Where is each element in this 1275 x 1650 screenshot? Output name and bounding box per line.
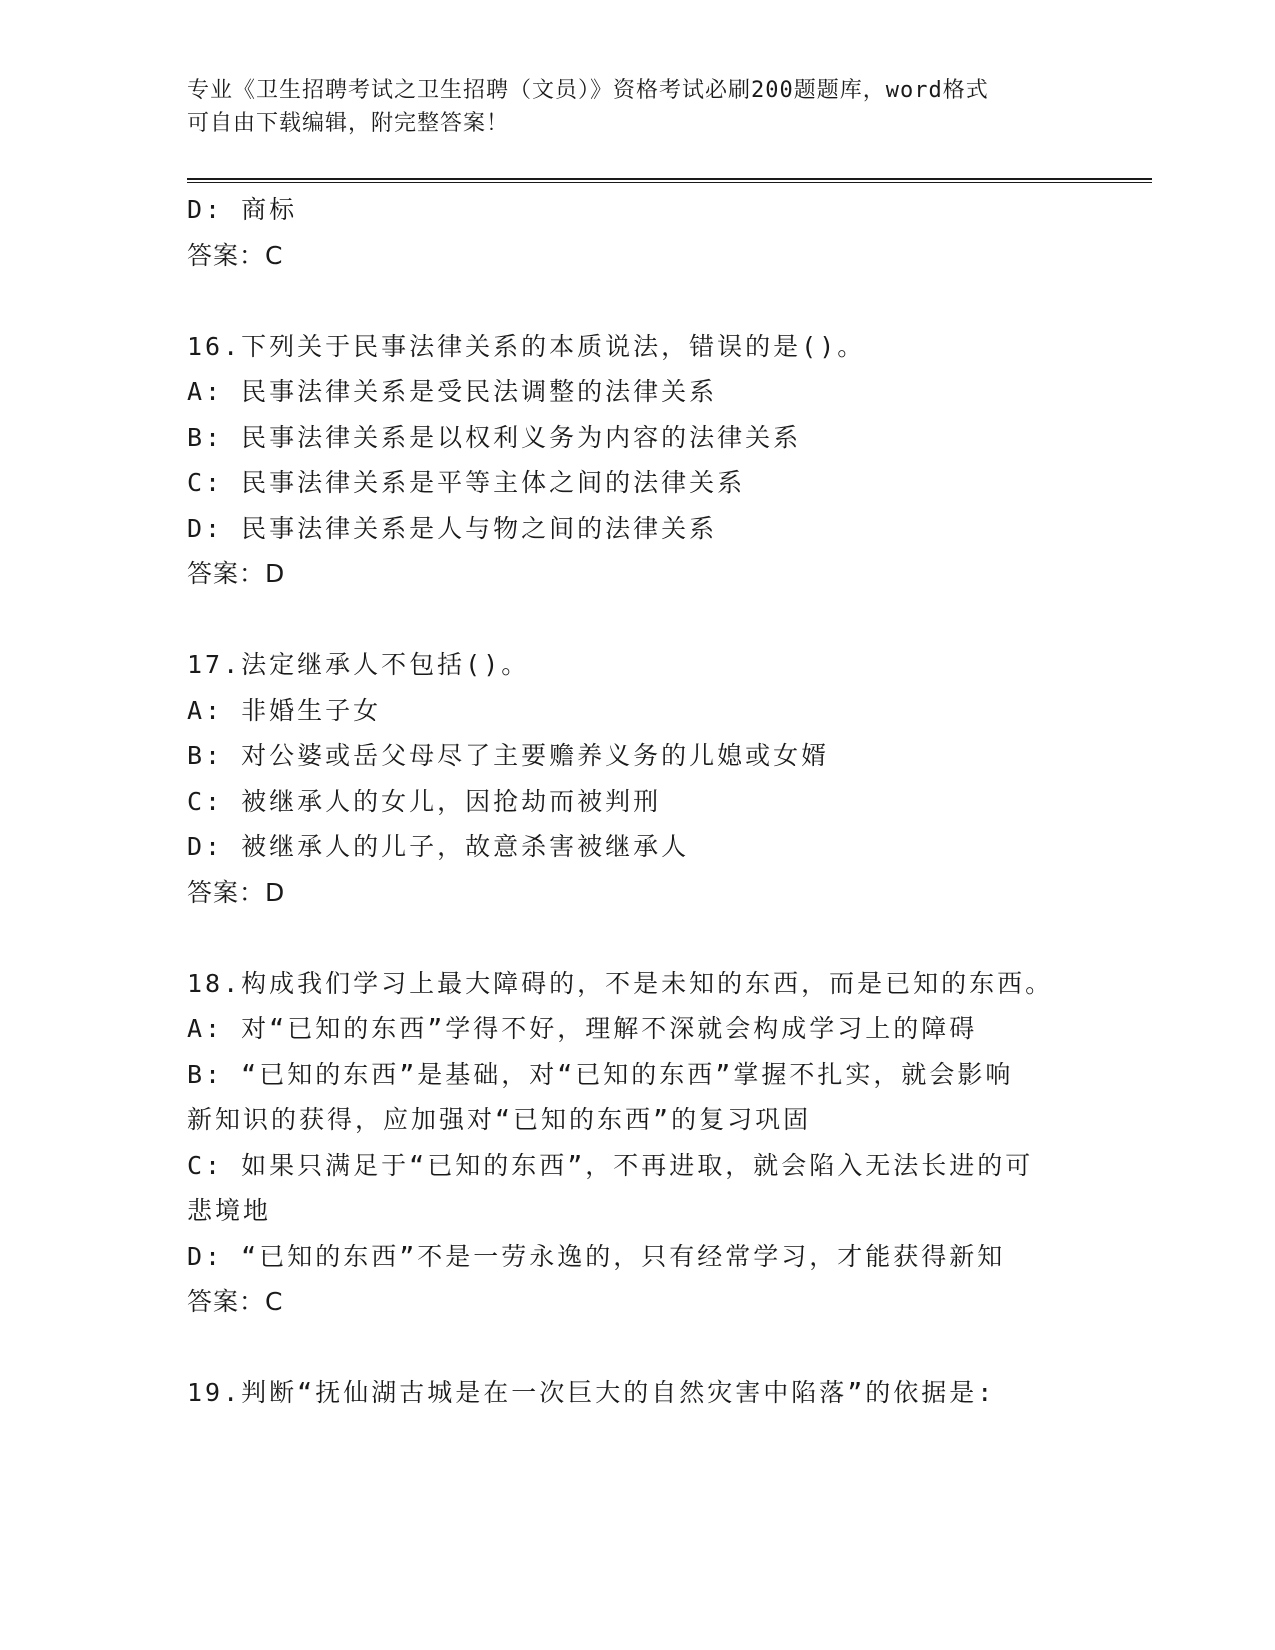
option-a: A: 非婚生子女	[187, 695, 382, 725]
header-line-2: 可自由下载编辑，附完整答案！	[187, 111, 510, 136]
option-d: D: 商标	[187, 195, 298, 224]
question-18	[187, 961, 1087, 1325]
option-b-line-2: 新知识的获得，应加强对“已知的东西”的复习巩固	[187, 1105, 812, 1134]
answer-line: 答案：C	[187, 1287, 284, 1316]
option-c-line-2: 悲境地	[187, 1196, 272, 1225]
option-b: B: 民事法律关系是以权利义务为内容的法律关系	[187, 422, 802, 452]
option-d: D: 被继承人的儿子，故意杀害被继承人	[187, 832, 690, 861]
header-rule-thin	[187, 182, 1152, 183]
question-15-tail	[187, 187, 1087, 278]
document-header	[187, 74, 1067, 140]
answer-line: 答案：D	[187, 877, 286, 907]
answer-line: 答案：D	[187, 559, 286, 588]
option-c: C: 民事法律关系是平等主体之间的法律关系	[187, 468, 746, 497]
spacer	[187, 1325, 1087, 1371]
question-16	[187, 324, 1087, 597]
spacer	[187, 278, 1087, 324]
option-a: A: 民事法律关系是受民法调整的法律关系	[187, 377, 718, 406]
option-d: D: “已知的东西”不是一劳永逸的，只有经常学习，才能获得新知	[187, 1241, 1006, 1271]
option-d: D: 民事法律关系是人与物之间的法律关系	[187, 513, 718, 543]
question-stem: 18.构成我们学习上最大障碍的，不是未知的东西，而是已知的东西。	[187, 968, 1054, 998]
option-c-line-1: C: 如果只满足于“已知的东西”，不再进取，就会陷入无法长进的可	[187, 1150, 1034, 1180]
question-stem: 16.下列关于民事法律关系的本质说法，错误的是()。	[187, 331, 866, 361]
option-c: C: 被继承人的女儿，因抢劫而被判刑	[187, 786, 662, 816]
question-list	[187, 187, 1087, 1416]
header-rule-thick	[187, 178, 1152, 180]
spacer	[187, 597, 1087, 643]
question-stem: 19.判断“抚仙湖古城是在一次巨大的自然灾害中陷落”的依据是:	[187, 1378, 996, 1407]
header-line-1: 专业《卫生招聘考试之卫生招聘（文员）》资格考试必刷200题题库，word格式	[187, 78, 989, 103]
option-a: A: 对“已知的东西”学得不好，理解不深就会构成学习上的障碍	[187, 1014, 978, 1043]
spacer	[187, 915, 1087, 961]
question-19	[187, 1370, 1087, 1416]
question-17	[187, 642, 1087, 915]
option-b: B: 对公婆或岳父母尽了主要赡养义务的儿媳或女婿	[187, 741, 830, 770]
question-stem: 17.法定继承人不包括()。	[187, 650, 530, 679]
option-b-line-1: B: “已知的东西”是基础，对“已知的东西”掌握不扎实，就会影响	[187, 1059, 1014, 1089]
answer-line: 答案：C	[187, 240, 284, 270]
